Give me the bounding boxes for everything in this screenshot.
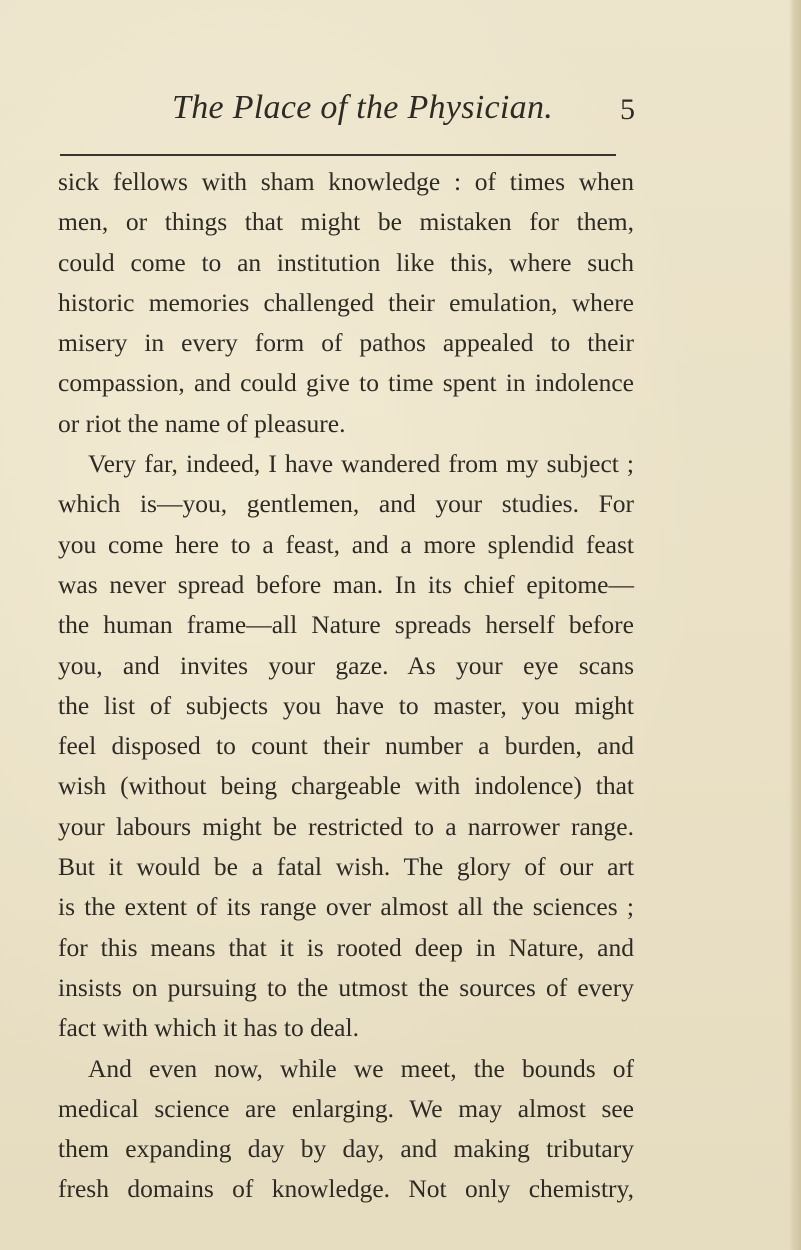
text-line: is the extent of its range over almost all the sciences ; (58, 892, 634, 922)
paragraph-start-line: Very far, indeed, I have wandered from my subject ; (88, 449, 634, 479)
body-text (58, 162, 634, 1210)
text-line: fact with which it has to deal. (58, 1013, 359, 1043)
text-line: or riot the name of pleasure. (58, 408, 346, 438)
text-line: for this means that it is rooted deep in Nature, and (58, 932, 634, 962)
text-line: But it would be a fatal wish. The glory of our art (58, 852, 634, 882)
text-line: you, and invites your gaze. As your eye scans (58, 650, 634, 680)
text-line: the human frame—all Nature spreads herself before (58, 610, 634, 640)
running-title: The Place of the Physician. (172, 89, 554, 126)
text-line: medical science are enlarging. We may almost see (58, 1093, 634, 1123)
text-line: your labours might be restricted to a narrower range. (58, 811, 634, 841)
text-line: you come here to a feast, and a more splendid feast (58, 529, 634, 559)
text-line: insists on pursuing to the utmost the sources of every (58, 972, 634, 1002)
text-line: sick fellows with sham knowledge : of times when (58, 167, 634, 196)
text-line: misery in every form of pathos appealed to their (58, 328, 634, 358)
running-head (60, 86, 680, 134)
text-line: historic memories challenged their emulation, where (58, 287, 634, 317)
text-line: feel disposed to count their number a burden, and (58, 731, 634, 761)
text-line: wish (without being chargeable with indolence) that (58, 771, 634, 801)
header-rule (60, 154, 616, 156)
text-line: could come to an institution like this, where such (58, 247, 634, 277)
page-edge-shadow (789, 0, 801, 1250)
text-line: which is—you, gentlemen, and your studies. For (58, 489, 634, 519)
text-line: them expanding day by day, and making tributary (58, 1134, 634, 1164)
text-line: men, or things that might be mistaken for them, (58, 207, 634, 237)
text-line: was never spread before man. In its chief epitome— (58, 569, 634, 599)
text-line: the list of subjects you have to master, you might (58, 690, 634, 720)
paragraph-start-line: And even now, while we meet, the bounds of (88, 1053, 634, 1083)
page-number: 5 (620, 93, 635, 126)
text-line: compassion, and could give to time spent in indolence (58, 368, 634, 398)
text-line: fresh domains of knowledge. Not only chemistry, (58, 1174, 634, 1204)
